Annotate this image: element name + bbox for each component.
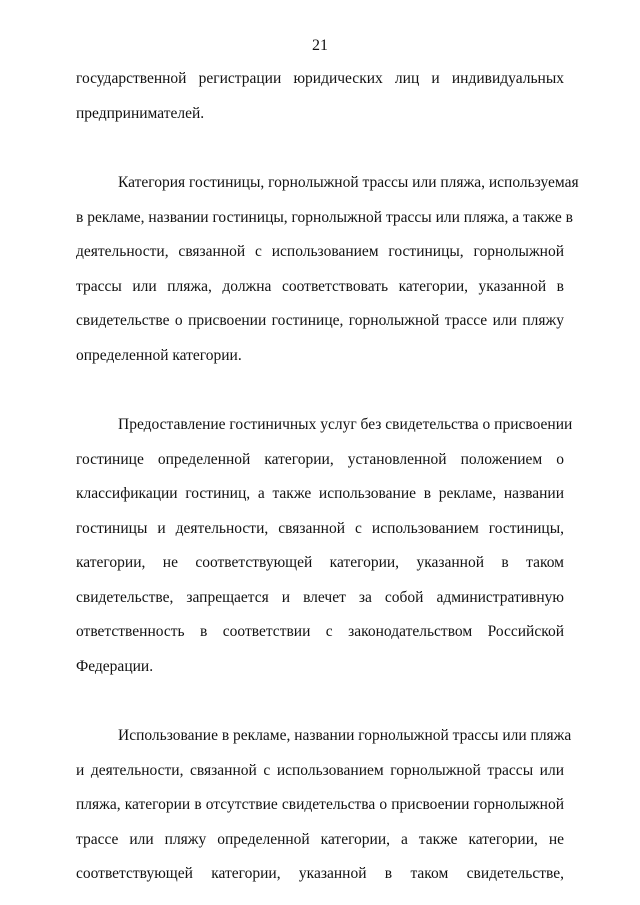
text-line: в рекламе, названии гостиницы, горнолыжной трассы или пляжа, а также в (76, 208, 573, 226)
text-line: Использование в рекламе, названии горнолыжной трассы или пляжа (118, 727, 572, 744)
text-line: трассы или пляжа, должна соответствовать категории, указанной в (76, 277, 564, 295)
paragraph-gap (76, 131, 564, 166)
paragraph-hotel-services (76, 408, 573, 684)
page-number: 21 (312, 37, 328, 54)
text-line: классификации гостиниц, а также использование в рекламе, названии (76, 485, 564, 502)
paragraph-registration-continuation (76, 62, 564, 131)
text-line: гостиницы и деятельности, связанной с использованием гостиницы, (76, 519, 564, 537)
text-line: ответственность в соответствии с законодательством Российской (76, 623, 564, 640)
text-line: свидетельстве о присвоении гостинице, горнолыжной трассе или пляжу (76, 312, 564, 329)
text-line: государственной регистрации юридических лиц и индивидуальных (76, 70, 564, 87)
text-line: деятельности, связанной с использованием гостиницы, горнолыжной (76, 243, 564, 260)
text-line: трассе или пляжу определенной категории, а также категории, не (76, 830, 564, 848)
text-line: категории, не соответствующей категории, указанной в таком (76, 554, 564, 571)
text-line: и деятельности, связанной с использованием горнолыжной трассы или (76, 761, 564, 779)
paragraph-ski-beach-usage (76, 719, 572, 892)
text-line: соответствующей категории, указанной в таком свидетельстве, (76, 865, 564, 882)
text-line: Предоставление гостиничных услуг без свидетельства о присвоении (118, 416, 573, 433)
text-line: гостинице определенной категории, установленной положением о (76, 450, 564, 468)
text-line: Категория гостиницы, горнолыжной трассы или пляжа, используемая (118, 174, 579, 191)
document-body (76, 62, 579, 892)
text-line: Федерации. (76, 657, 154, 675)
text-line: свидетельстве, запрещается и влечет за собой административную (76, 588, 564, 606)
paragraph-gap (76, 373, 564, 408)
text-line: определенной категории. (76, 346, 242, 364)
paragraph-category-usage (76, 166, 579, 373)
text-line: пляжа, категории в отсутствие свидетельства о присвоении горнолыжной (76, 796, 564, 813)
paragraph-gap (76, 684, 564, 719)
text-line: предпринимателей. (76, 104, 205, 122)
